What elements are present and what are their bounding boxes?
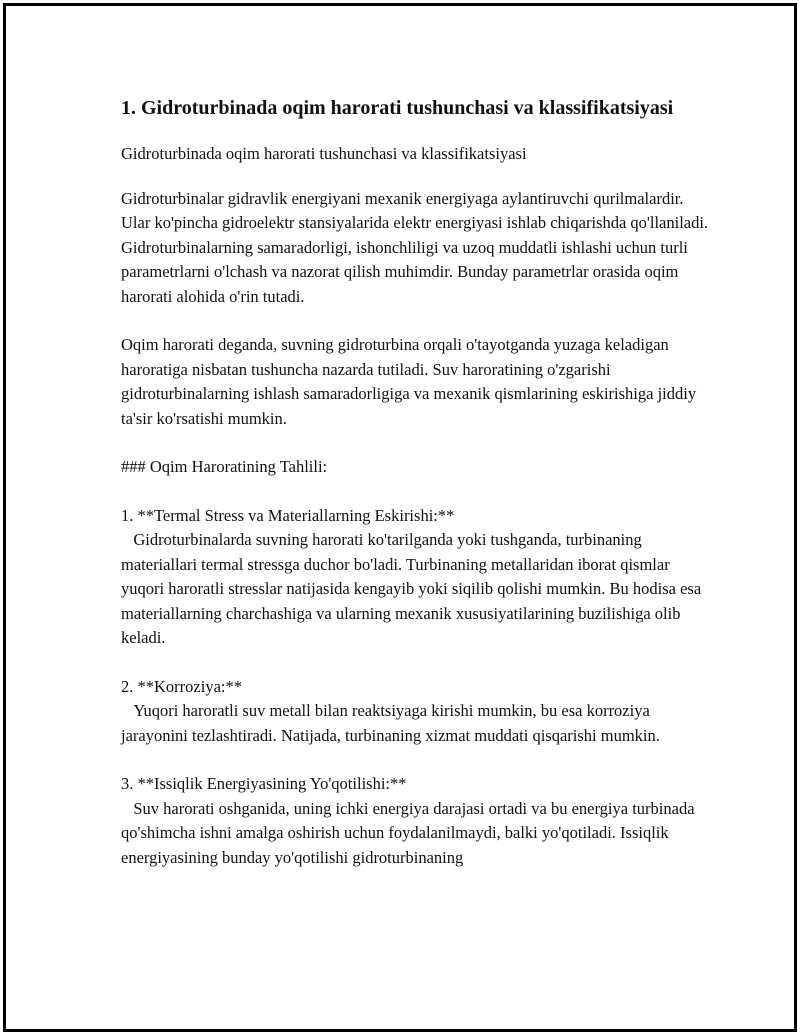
document-body	[121, 94, 711, 870]
section-heading: ### Oqim Haroratining Tahlili:	[121, 457, 328, 476]
document-title: 1. Gidroturbinada oqim harorati tushunchasi va klassifikatsiyasi	[121, 97, 674, 119]
list-item-corrosion: 2. **Korroziya:** Yuqori haroratli suv metall bilan reaktsiyaga kirishi mumkin, bu esa korroziya jarayonini tezlashtiradi. Natijada, turbinaning xizmat muddati qisqarishi mumkin.	[121, 676, 660, 745]
list-item-thermal-stress: 1. **Termal Stress va Materiallarning Eskirishi:** Gidroturbinalarda suvning harorati ko'tarilganda yoki tushganda, turbinaning materiallari termal stressga duchor bo'ladi. Turbinaning metallaridan iborat qismlar yuqori haroratli stresslar natijasida kengayib yoki siqilib qolishi mumkin. Bu hodisa esa materiallarning charchashiga va ularning mexanik xususiyatilarining buzilishiga olib keladi.	[121, 505, 702, 647]
document-subtitle: Gidroturbinada oqim harorati tushunchasi va klassifikatsiyasi	[121, 144, 527, 163]
paragraph-intro: Gidroturbinalar gidravlik energiyani mexanik energiyaga aylantiruvchi qurilmalardir. Ular ko'pincha gidroelektr stansiyalarida elektr energiyasi ishlab chiqarishda qo'llaniladi. Gidroturbinalarning samaradorligi, ishonchliligi va uzoq muddatli ishlashi uchun turli parametrlarni o'lchash va nazorat qilish muhimdir. Bunday parametrlar orasida oqim harorati alohida o'rin tutadi.	[121, 188, 713, 306]
page-frame	[3, 3, 797, 1032]
list-item-heat-loss: 3. **Issiqlik Energiyasining Yo'qotilishi:** Suv harorati oshganida, uning ichki energiya darajasi ortadi va bu energiya turbinada qo'shimcha ishni amalga oshirish uchun foydalanilmaydi, balki yo'qotiladi. Issiqlik energiyasining bunday yo'qotilishi gidroturbinaning	[121, 774, 695, 867]
paragraph-definition: Oqim harorati deganda, suvning gidroturbina orqali o'tayotganda yuzaga keladigan haroratiga nisbatan tushuncha nazarda tutiladi. Suv haroratining o'zgarishi gidroturbinalarning ishlash samaradorligiga va mexanik qismlarining eskirishiga jiddiy ta'sir ko'rsatishi mumkin.	[121, 335, 701, 428]
